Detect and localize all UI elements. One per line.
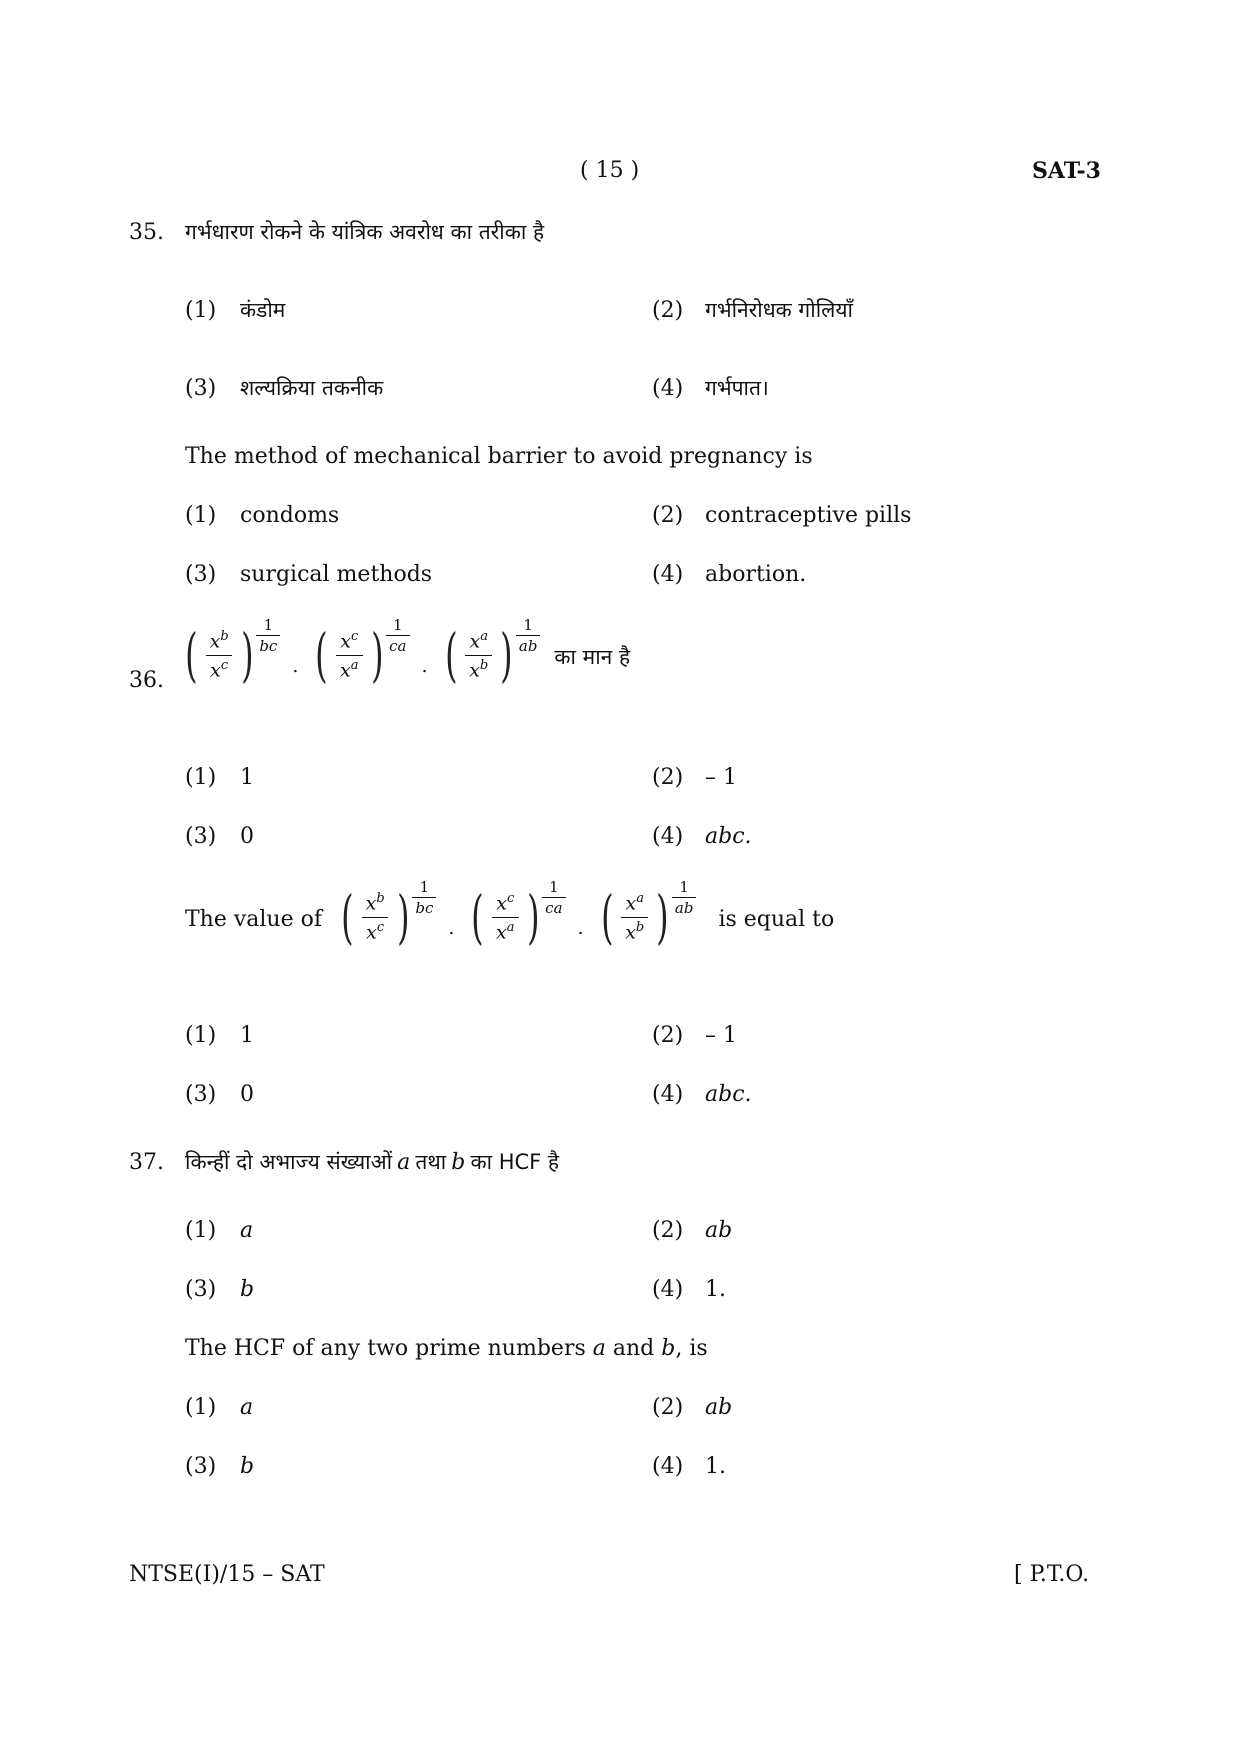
option-text: contraceptive pills — [705, 503, 912, 528]
expression-term: ( $\frac{x^c}{x^a}$ ) $\frac{1}{ca}$ — [310, 626, 409, 684]
option-text: 1 — [240, 1023, 254, 1048]
option-text: – 1 — [705, 1023, 737, 1048]
option-label: (2) — [652, 298, 684, 323]
expression-term: ( $\frac{x^b}{x^c}$ ) $\frac{1}{bc}$ — [336, 888, 436, 946]
paper-code: SAT-3 — [1032, 158, 1101, 184]
option-text: abc. — [705, 1082, 752, 1107]
expression-term: ( $\frac{x^a}{x^b}$ ) $\frac{1}{ab}$ — [440, 626, 541, 684]
option-label: (3) — [185, 824, 217, 849]
option-text: कंडोम — [240, 298, 286, 322]
option-text: – 1 — [705, 765, 737, 790]
option-label: (2) — [652, 1218, 684, 1243]
option-label: (4) — [652, 1277, 684, 1302]
option-label: (3) — [185, 1082, 217, 1107]
option-label: (4) — [652, 824, 684, 849]
option-text: शल्यक्रिया तकनीक — [240, 376, 384, 400]
question-number: 37. — [129, 1150, 164, 1175]
option-text: abortion. — [705, 562, 807, 587]
option-label: (1) — [185, 1395, 217, 1420]
option-label: (1) — [185, 503, 217, 528]
math-expression-hindi: ( $\frac{x^b}{x^c}$ ) $\frac{1}{bc}$ . ( $\frac{x^c}{x^a}$ ) $\frac{1}{ca}$ . ( $\frac{x^a}{x^b}$ ) $\frac{1}{ab}$ का मान है — [180, 626, 630, 684]
option-label: (3) — [185, 562, 217, 587]
option-label: (4) — [652, 562, 684, 587]
question-text-english: The method of mechanical barrier to avoid pregnancy is — [185, 444, 813, 469]
option-text: surgical methods — [240, 562, 433, 587]
footer-pto: [ P.T.O. — [1014, 1562, 1090, 1587]
page-number: ( 15 ) — [580, 158, 640, 183]
option-label: (3) — [185, 1277, 217, 1302]
option-label: (2) — [652, 503, 684, 528]
option-label: (4) — [652, 1454, 684, 1479]
option-text: ab — [705, 1395, 733, 1420]
option-text: 1 — [240, 765, 254, 790]
option-label: (2) — [652, 1395, 684, 1420]
option-label: (1) — [185, 765, 217, 790]
option-label: (4) — [652, 376, 684, 401]
option-text: b — [240, 1277, 255, 1302]
option-text: a — [240, 1218, 254, 1243]
option-text: condoms — [240, 503, 340, 528]
option-text: 1. — [705, 1454, 726, 1479]
question-text-english: The HCF of any two prime numbers a and b, is — [185, 1336, 708, 1361]
option-text: गर्भपात। — [705, 376, 769, 400]
question-number: 36. — [129, 668, 164, 693]
math-expression-english: The value of ( $\frac{x^b}{x^c}$ ) $\frac{1}{bc}$ . ( $\frac{x^c}{x^a}$ ) $\frac{1}{ca}$ . ( $\frac{x^a}{x^b}$ ) $\frac{1}{ab}$ is equal to — [185, 878, 835, 951]
option-label: (1) — [185, 298, 217, 323]
option-label: (3) — [185, 376, 217, 401]
option-label: (4) — [652, 1082, 684, 1107]
option-text: a — [240, 1395, 254, 1420]
footer-code: NTSE(I)/15 – SAT — [129, 1562, 325, 1587]
expression-term: ( $\frac{x^a}{x^b}$ ) $\frac{1}{ab}$ — [596, 888, 697, 946]
question-number: 35. — [129, 220, 164, 245]
option-text: 1. — [705, 1277, 726, 1302]
option-label: (1) — [185, 1218, 217, 1243]
option-text: 0 — [240, 1082, 254, 1107]
option-label: (2) — [652, 765, 684, 790]
option-text: गर्भनिरोधक गोलियाँ — [705, 298, 853, 322]
option-text: 0 — [240, 824, 254, 849]
expression-term: ( $\frac{x^c}{x^a}$ ) $\frac{1}{ca}$ — [466, 888, 565, 946]
option-text: b — [240, 1454, 255, 1479]
expression-term: ( $\frac{x^b}{x^c}$ ) $\frac{1}{bc}$ — [180, 626, 280, 684]
question-text-hindi: गर्भधारण रोकने के यांत्रिक अवरोध का तरीका है — [185, 220, 545, 244]
option-text: ab — [705, 1218, 733, 1243]
option-text: abc. — [705, 824, 752, 849]
option-label: (2) — [652, 1023, 684, 1048]
question-text-hindi: किन्हीं दो अभाज्य संख्याओं a तथा b का HCF है — [185, 1150, 560, 1175]
option-label: (1) — [185, 1023, 217, 1048]
option-label: (3) — [185, 1454, 217, 1479]
